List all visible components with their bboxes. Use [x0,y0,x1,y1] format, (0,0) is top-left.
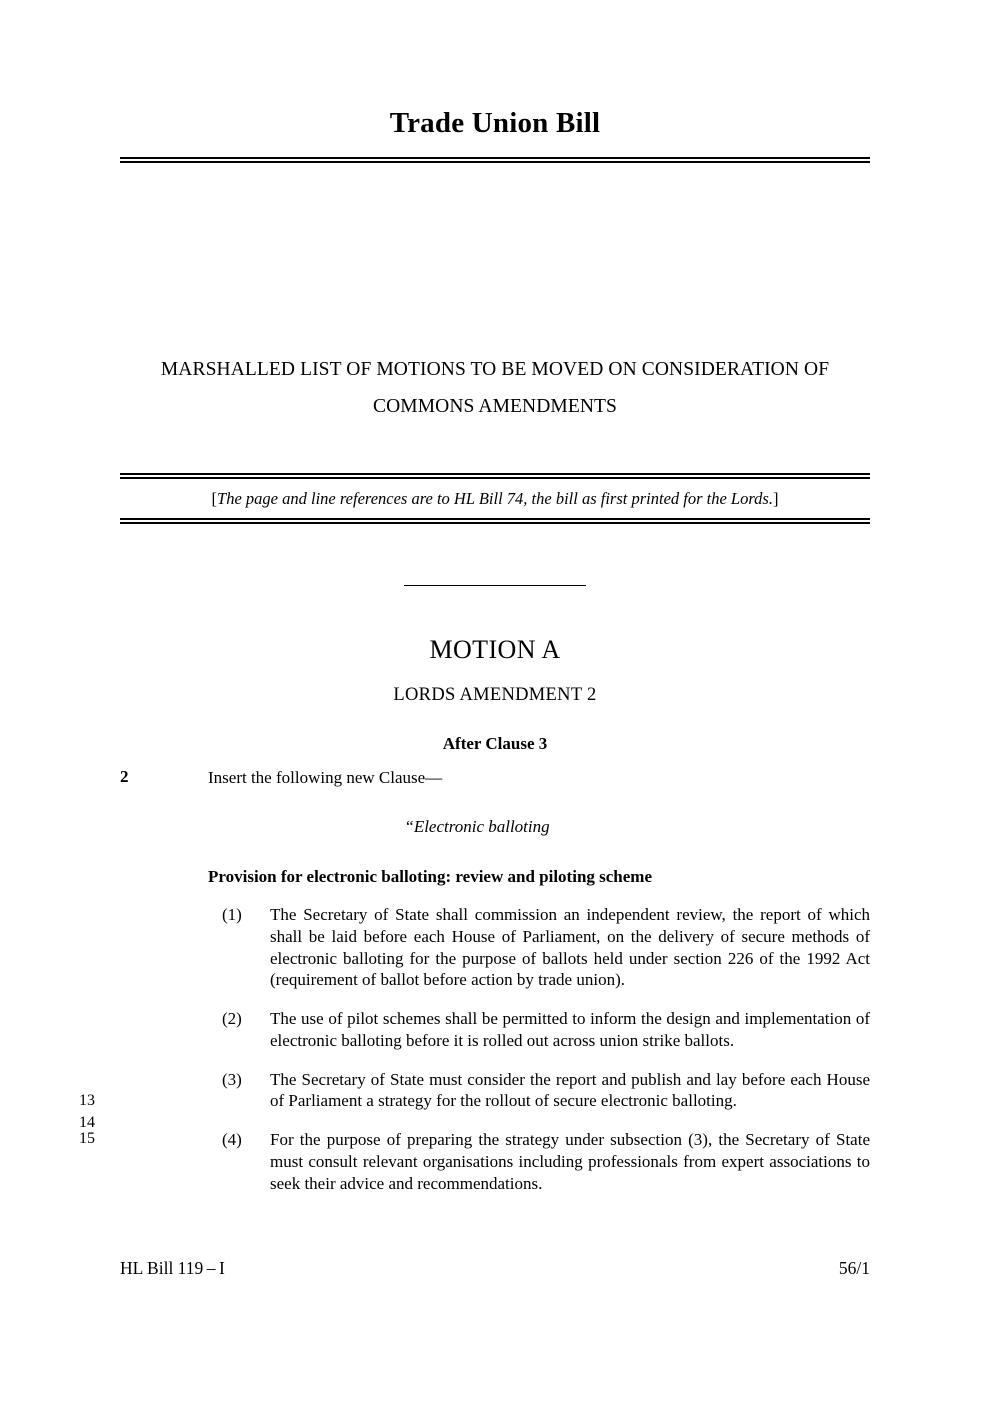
page-reference: 56/1 [838,1258,870,1278]
subsection-text: The Secretary of State must consider the report and publish and lay before each House of Parliament a strategy for the rollout of secure electronic balloting. [270,1069,870,1111]
subsection-number: (3) [222,1069,242,1089]
lords-amendment-heading: LORDS AMENDMENT 2 [393,685,597,706]
subtitle-line-2: COMMONS AMENDMENTS [373,395,617,417]
subsection-number: (4) [222,1130,242,1150]
reference-note [120,479,870,518]
subtitle-line-1: MARSHALLED LIST OF MOTIONS TO BE MOVED ON CONSIDERATION OF [160,359,830,381]
bill-reference: HL Bill 119 – I [120,1258,225,1278]
clause-location-heading: After Clause 3 [442,733,548,753]
subsection-text: The Secretary of State shall commission an independent review, the report of which shall be laid before each House of Parliament, on the delivery of secure methods of electronic balloting for the purpose of ballots held under section 226 of the 1992 Act (requirement of ballot before action by trade union). [270,905,870,990]
subsection-item [79,1129,870,1194]
amendment-number: 2 [120,767,129,787]
section-divider [120,576,870,594]
subsection-item [222,1008,870,1052]
reference-note-block [120,473,870,524]
note-open-bracket: [ [211,488,218,508]
page-footer [120,1258,870,1279]
subsection-text: For the purpose of preparing the strategy under subsection (3), the Secretary of State must consult relevant organisations including professionals from expert associations to seek their advice and recommendations. [270,1130,870,1193]
clause-heading: Provision for electronic balloting: review and piloting scheme [208,866,653,886]
short-rule [404,585,586,586]
subsection-text: The use of pilot schemes shall be permitted to inform the design and implementation of electronic balloting before it is rolled out across union strike ballots. [270,1009,870,1050]
document-content [79,0,870,1194]
quoted-clause-title: “Electronic balloting [404,817,550,837]
motion-heading: MOTION A [429,634,561,664]
amendment-body [79,767,870,1194]
marshalled-list-subtitle [120,163,870,424]
note-rule-bottom [120,518,870,524]
title-double-rule [120,157,870,164]
note-body: The page and line references are to HL Bill 74, the bill as first printed for the Lords. [217,488,773,508]
line-number-15: 15 [79,1130,95,1148]
subsection-number: (2) [222,1009,242,1029]
subsection-number: (1) [222,905,242,925]
insert-instruction-row [120,767,870,793]
subsection-list [79,904,870,1194]
page-title: Trade Union Bill [389,107,601,139]
subsection-item [222,904,870,991]
line-number-13: 13 [79,1091,95,1109]
note-close-bracket: ] [772,488,779,508]
subsection-item [79,1069,870,1131]
insert-instruction: Insert the following new Clause— [208,768,443,788]
line-number-14: 14 [79,1113,95,1131]
